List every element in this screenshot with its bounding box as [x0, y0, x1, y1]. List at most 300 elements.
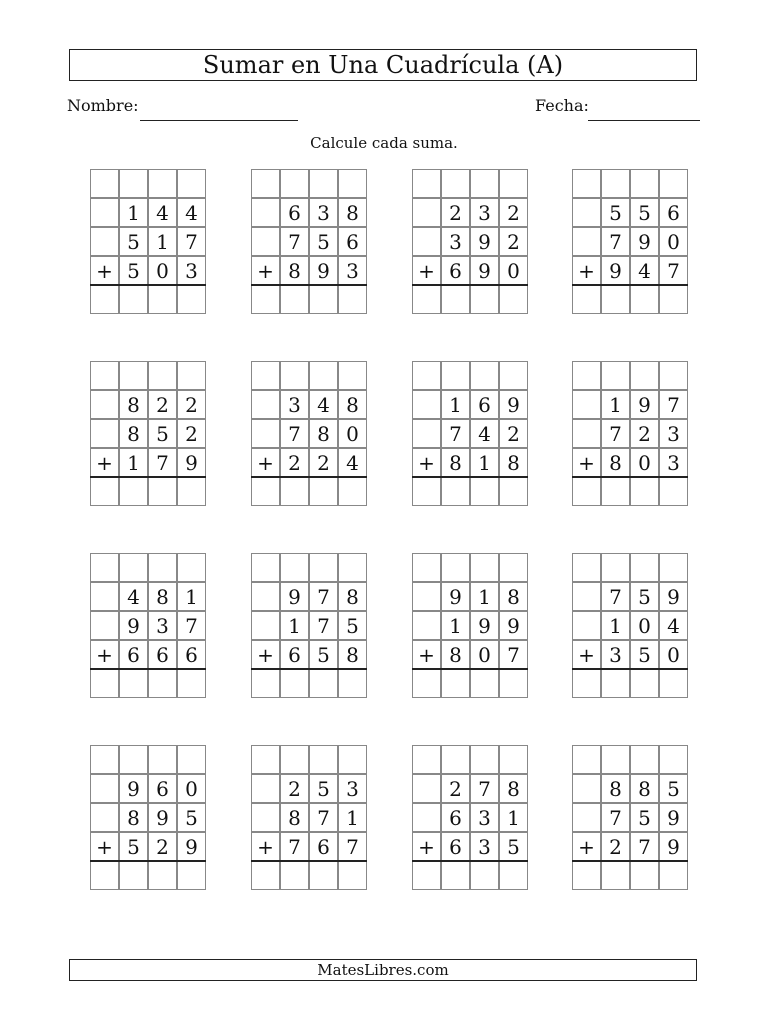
answer-cell[interactable]	[659, 477, 688, 506]
digit-cell: 6	[470, 390, 499, 419]
answer-cell[interactable]	[90, 861, 119, 890]
digit-cell: 9	[659, 803, 688, 832]
carry-cell	[572, 611, 601, 640]
digit-cell: 7	[630, 832, 659, 861]
answer-cell[interactable]	[338, 861, 367, 890]
carry-cell[interactable]	[280, 169, 309, 198]
digit-cell: 4	[630, 256, 659, 285]
carry-cell[interactable]	[441, 169, 470, 198]
carry-cell	[412, 390, 441, 419]
digit-cell: 7	[659, 390, 688, 419]
carry-cell[interactable]	[412, 169, 441, 198]
plus-sign: +	[412, 256, 441, 285]
digit-cell: 5	[119, 227, 148, 256]
answer-cell[interactable]	[412, 669, 441, 698]
digit-cell: 2	[280, 448, 309, 477]
sum-line	[90, 668, 206, 670]
plus-sign: +	[572, 640, 601, 669]
instructions: Calcule cada suma.	[310, 134, 458, 152]
carry-cell[interactable]	[177, 169, 206, 198]
answer-cell[interactable]	[659, 285, 688, 314]
answer-cell[interactable]	[601, 669, 630, 698]
answer-cell[interactable]	[177, 285, 206, 314]
carry-cell[interactable]	[659, 169, 688, 198]
digit-cell: 8	[338, 640, 367, 669]
digit-cell: 9	[601, 256, 630, 285]
carry-cell[interactable]	[441, 553, 470, 582]
carry-cell	[572, 419, 601, 448]
answer-cell[interactable]	[148, 477, 177, 506]
carry-cell	[412, 803, 441, 832]
answer-cell[interactable]	[148, 861, 177, 890]
digit-cell: 6	[338, 227, 367, 256]
carry-cell[interactable]	[309, 553, 338, 582]
plus-sign: +	[90, 256, 119, 285]
digit-cell: 5	[309, 227, 338, 256]
carry-cell[interactable]	[148, 361, 177, 390]
digit-cell: 7	[309, 582, 338, 611]
digit-cell: 0	[630, 611, 659, 640]
worksheet-title: Sumar en Una Cuadrícula (A)	[69, 49, 697, 81]
sum-line	[412, 668, 528, 670]
carry-cell	[90, 198, 119, 227]
carry-cell	[412, 419, 441, 448]
answer-cell[interactable]	[470, 477, 499, 506]
sum-line	[251, 284, 367, 286]
carry-cell[interactable]	[280, 361, 309, 390]
plus-sign: +	[251, 832, 280, 861]
digit-cell: 7	[441, 419, 470, 448]
carry-cell[interactable]	[572, 553, 601, 582]
digit-cell: 8	[309, 419, 338, 448]
carry-cell[interactable]	[470, 745, 499, 774]
digit-cell: 8	[119, 803, 148, 832]
answer-cell[interactable]	[251, 669, 280, 698]
answer-cell[interactable]	[309, 861, 338, 890]
carry-cell	[412, 227, 441, 256]
digit-cell: 5	[630, 198, 659, 227]
carry-cell[interactable]	[601, 169, 630, 198]
digit-cell: 9	[119, 611, 148, 640]
digit-cell: 2	[441, 198, 470, 227]
digit-cell: 3	[659, 448, 688, 477]
carry-cell[interactable]	[177, 361, 206, 390]
answer-cell[interactable]	[659, 669, 688, 698]
carry-cell[interactable]	[630, 553, 659, 582]
digit-cell: 3	[470, 832, 499, 861]
digit-cell: 0	[659, 227, 688, 256]
carry-cell[interactable]	[119, 361, 148, 390]
answer-cell[interactable]	[470, 861, 499, 890]
carry-cell	[572, 803, 601, 832]
carry-cell	[412, 774, 441, 803]
digit-cell: 8	[499, 774, 528, 803]
answer-cell[interactable]	[630, 285, 659, 314]
problem-grid	[572, 361, 688, 506]
carry-cell	[251, 390, 280, 419]
answer-cell[interactable]	[470, 669, 499, 698]
digit-cell: 1	[441, 390, 470, 419]
answer-cell[interactable]	[309, 477, 338, 506]
answer-cell[interactable]	[90, 285, 119, 314]
carry-cell[interactable]	[630, 169, 659, 198]
plus-sign: +	[572, 256, 601, 285]
carry-cell[interactable]	[338, 745, 367, 774]
carry-cell[interactable]	[280, 553, 309, 582]
carry-cell[interactable]	[251, 553, 280, 582]
carry-cell[interactable]	[601, 745, 630, 774]
carry-cell	[90, 774, 119, 803]
digit-cell: 6	[280, 640, 309, 669]
answer-cell[interactable]	[572, 861, 601, 890]
sum-line	[572, 284, 688, 286]
carry-cell[interactable]	[309, 745, 338, 774]
carry-cell[interactable]	[572, 745, 601, 774]
answer-cell[interactable]	[412, 285, 441, 314]
carry-cell[interactable]	[148, 745, 177, 774]
answer-cell[interactable]	[572, 285, 601, 314]
digit-cell: 5	[177, 803, 206, 832]
digit-cell: 8	[119, 419, 148, 448]
answer-cell[interactable]	[499, 285, 528, 314]
digit-cell: 6	[441, 803, 470, 832]
answer-cell[interactable]	[119, 861, 148, 890]
carry-cell[interactable]	[338, 553, 367, 582]
carry-cell[interactable]	[572, 169, 601, 198]
digit-cell: 2	[148, 832, 177, 861]
carry-cell[interactable]	[119, 553, 148, 582]
answer-cell[interactable]	[659, 861, 688, 890]
digit-cell: 9	[280, 582, 309, 611]
carry-cell[interactable]	[309, 169, 338, 198]
digit-cell: 7	[601, 582, 630, 611]
carry-cell[interactable]	[90, 169, 119, 198]
digit-cell: 7	[659, 256, 688, 285]
carry-cell[interactable]	[251, 169, 280, 198]
digit-cell: 3	[280, 390, 309, 419]
carry-cell[interactable]	[572, 361, 601, 390]
carry-cell	[251, 419, 280, 448]
answer-cell[interactable]	[499, 861, 528, 890]
digit-cell: 8	[338, 198, 367, 227]
answer-cell[interactable]	[177, 477, 206, 506]
plus-sign: +	[412, 832, 441, 861]
problem-grid	[251, 553, 367, 698]
digit-cell: 9	[470, 227, 499, 256]
carry-cell	[251, 611, 280, 640]
digit-cell: 9	[470, 611, 499, 640]
answer-cell[interactable]	[630, 477, 659, 506]
digit-cell: 2	[309, 448, 338, 477]
digit-cell: 9	[177, 448, 206, 477]
problem-grid	[90, 361, 206, 506]
plus-sign: +	[572, 448, 601, 477]
sum-line	[90, 476, 206, 478]
digit-cell: 1	[601, 611, 630, 640]
answer-cell[interactable]	[572, 669, 601, 698]
carry-cell	[412, 198, 441, 227]
digit-cell: 7	[280, 227, 309, 256]
digit-cell: 7	[499, 640, 528, 669]
digit-cell: 2	[499, 198, 528, 227]
carry-cell[interactable]	[659, 745, 688, 774]
digit-cell: 0	[177, 774, 206, 803]
carry-cell	[572, 582, 601, 611]
carry-cell[interactable]	[148, 169, 177, 198]
digit-cell: 8	[499, 582, 528, 611]
digit-cell: 5	[119, 256, 148, 285]
digit-cell: 5	[630, 640, 659, 669]
digit-cell: 4	[470, 419, 499, 448]
carry-cell	[251, 803, 280, 832]
digit-cell: 7	[601, 227, 630, 256]
plus-sign: +	[412, 448, 441, 477]
answer-cell[interactable]	[119, 285, 148, 314]
digit-cell: 9	[177, 832, 206, 861]
answer-cell[interactable]	[499, 477, 528, 506]
answer-cell[interactable]	[338, 669, 367, 698]
answer-cell[interactable]	[338, 285, 367, 314]
digit-cell: 5	[338, 611, 367, 640]
carry-cell[interactable]	[338, 169, 367, 198]
answer-cell[interactable]	[251, 285, 280, 314]
answer-cell[interactable]	[90, 669, 119, 698]
plus-sign: +	[251, 640, 280, 669]
digit-cell: 1	[119, 448, 148, 477]
digit-cell: 3	[338, 256, 367, 285]
answer-cell[interactable]	[412, 861, 441, 890]
carry-cell	[572, 390, 601, 419]
date-label: Fecha:	[535, 96, 589, 115]
digit-cell: 2	[148, 390, 177, 419]
problem-grid	[251, 745, 367, 890]
digit-cell: 8	[338, 390, 367, 419]
carry-cell[interactable]	[441, 745, 470, 774]
carry-cell	[251, 582, 280, 611]
carry-cell[interactable]	[148, 553, 177, 582]
digit-cell: 4	[119, 582, 148, 611]
digit-cell: 9	[441, 582, 470, 611]
problem-grid	[412, 169, 528, 314]
carry-cell[interactable]	[499, 553, 528, 582]
problem-grid	[251, 361, 367, 506]
sum-line	[412, 860, 528, 862]
digit-cell: 1	[470, 448, 499, 477]
answer-cell[interactable]	[309, 669, 338, 698]
answer-cell[interactable]	[412, 477, 441, 506]
digit-cell: 7	[338, 832, 367, 861]
answer-cell[interactable]	[470, 285, 499, 314]
date-input-line[interactable]	[588, 120, 700, 121]
carry-cell[interactable]	[177, 745, 206, 774]
digit-cell: 2	[177, 390, 206, 419]
carry-cell[interactable]	[119, 745, 148, 774]
problem-grid	[412, 553, 528, 698]
answer-cell[interactable]	[280, 669, 309, 698]
answer-cell[interactable]	[499, 669, 528, 698]
problem-grid	[412, 745, 528, 890]
carry-cell[interactable]	[499, 745, 528, 774]
carry-cell	[412, 611, 441, 640]
answer-cell[interactable]	[601, 285, 630, 314]
carry-cell	[572, 774, 601, 803]
answer-cell[interactable]	[280, 477, 309, 506]
answer-cell[interactable]	[280, 285, 309, 314]
digit-cell: 3	[441, 227, 470, 256]
carry-cell[interactable]	[309, 361, 338, 390]
carry-cell	[90, 227, 119, 256]
carry-cell	[251, 227, 280, 256]
digit-cell: 5	[659, 774, 688, 803]
digit-cell: 3	[148, 611, 177, 640]
carry-cell[interactable]	[499, 169, 528, 198]
digit-cell: 0	[338, 419, 367, 448]
answer-cell[interactable]	[90, 477, 119, 506]
digit-cell: 1	[441, 611, 470, 640]
carry-cell[interactable]	[630, 745, 659, 774]
carry-cell[interactable]	[659, 553, 688, 582]
digit-cell: 6	[148, 774, 177, 803]
digit-cell: 2	[601, 832, 630, 861]
digit-cell: 7	[148, 448, 177, 477]
carry-cell[interactable]	[280, 745, 309, 774]
digit-cell: 9	[659, 582, 688, 611]
answer-cell[interactable]	[280, 861, 309, 890]
digit-cell: 3	[470, 803, 499, 832]
answer-cell[interactable]	[177, 669, 206, 698]
digit-cell: 8	[630, 774, 659, 803]
carry-cell[interactable]	[601, 361, 630, 390]
digit-cell: 8	[601, 774, 630, 803]
problem-grid	[90, 169, 206, 314]
digit-cell: 3	[470, 198, 499, 227]
carry-cell[interactable]	[441, 361, 470, 390]
carry-cell[interactable]	[659, 361, 688, 390]
answer-cell[interactable]	[251, 477, 280, 506]
answer-cell[interactable]	[630, 669, 659, 698]
answer-cell[interactable]	[119, 477, 148, 506]
digit-cell: 3	[659, 419, 688, 448]
digit-cell: 0	[499, 256, 528, 285]
digit-cell: 7	[280, 419, 309, 448]
plus-sign: +	[251, 256, 280, 285]
digit-cell: 9	[659, 832, 688, 861]
digit-cell: 9	[148, 803, 177, 832]
digit-cell: 1	[280, 611, 309, 640]
digit-cell: 3	[601, 640, 630, 669]
digit-cell: 4	[177, 198, 206, 227]
digit-cell: 8	[338, 582, 367, 611]
name-input-line[interactable]	[140, 120, 298, 121]
digit-cell: 8	[441, 448, 470, 477]
carry-cell	[412, 582, 441, 611]
answer-cell[interactable]	[119, 669, 148, 698]
sum-line	[251, 476, 367, 478]
carry-cell[interactable]	[412, 361, 441, 390]
digit-cell: 3	[338, 774, 367, 803]
digit-cell: 2	[280, 774, 309, 803]
answer-cell[interactable]	[441, 477, 470, 506]
digit-cell: 6	[441, 256, 470, 285]
answer-cell[interactable]	[630, 861, 659, 890]
sum-line	[412, 476, 528, 478]
carry-cell[interactable]	[601, 553, 630, 582]
digit-cell: 8	[499, 448, 528, 477]
answer-cell[interactable]	[177, 861, 206, 890]
sum-line	[572, 668, 688, 670]
carry-cell[interactable]	[251, 745, 280, 774]
sum-line	[251, 668, 367, 670]
carry-cell	[90, 390, 119, 419]
digit-cell: 5	[148, 419, 177, 448]
digit-cell: 7	[280, 832, 309, 861]
problem-grid	[251, 169, 367, 314]
answer-cell[interactable]	[441, 285, 470, 314]
answer-cell[interactable]	[572, 477, 601, 506]
digit-cell: 1	[470, 582, 499, 611]
sum-line	[412, 284, 528, 286]
answer-cell[interactable]	[148, 285, 177, 314]
carry-cell[interactable]	[412, 745, 441, 774]
answer-cell[interactable]	[251, 861, 280, 890]
digit-cell: 1	[119, 198, 148, 227]
carry-cell[interactable]	[251, 361, 280, 390]
answer-cell[interactable]	[338, 477, 367, 506]
digit-cell: 5	[630, 582, 659, 611]
digit-cell: 8	[119, 390, 148, 419]
digit-cell: 2	[441, 774, 470, 803]
digit-cell: 7	[601, 419, 630, 448]
digit-cell: 0	[470, 640, 499, 669]
carry-cell[interactable]	[630, 361, 659, 390]
sum-line	[572, 860, 688, 862]
digit-cell: 2	[177, 419, 206, 448]
digit-cell: 6	[441, 832, 470, 861]
carry-cell[interactable]	[338, 361, 367, 390]
digit-cell: 2	[499, 227, 528, 256]
problem-grid	[572, 745, 688, 890]
digit-cell: 8	[280, 256, 309, 285]
carry-cell[interactable]	[177, 553, 206, 582]
carry-cell[interactable]	[119, 169, 148, 198]
plus-sign: +	[90, 832, 119, 861]
carry-cell[interactable]	[499, 361, 528, 390]
answer-cell[interactable]	[601, 861, 630, 890]
digit-cell: 8	[601, 448, 630, 477]
digit-cell: 9	[309, 256, 338, 285]
answer-cell[interactable]	[601, 477, 630, 506]
carry-cell[interactable]	[470, 169, 499, 198]
carry-cell[interactable]	[90, 553, 119, 582]
answer-cell[interactable]	[309, 285, 338, 314]
carry-cell[interactable]	[412, 553, 441, 582]
carry-cell[interactable]	[90, 745, 119, 774]
digit-cell: 4	[309, 390, 338, 419]
digit-cell: 7	[177, 227, 206, 256]
carry-cell[interactable]	[90, 361, 119, 390]
carry-cell[interactable]	[470, 361, 499, 390]
sum-line	[251, 860, 367, 862]
carry-cell[interactable]	[470, 553, 499, 582]
answer-cell[interactable]	[148, 669, 177, 698]
answer-cell[interactable]	[441, 669, 470, 698]
carry-cell	[90, 419, 119, 448]
digit-cell: 3	[309, 198, 338, 227]
sum-line	[90, 860, 206, 862]
answer-cell[interactable]	[441, 861, 470, 890]
carry-cell	[572, 227, 601, 256]
digit-cell: 3	[177, 256, 206, 285]
